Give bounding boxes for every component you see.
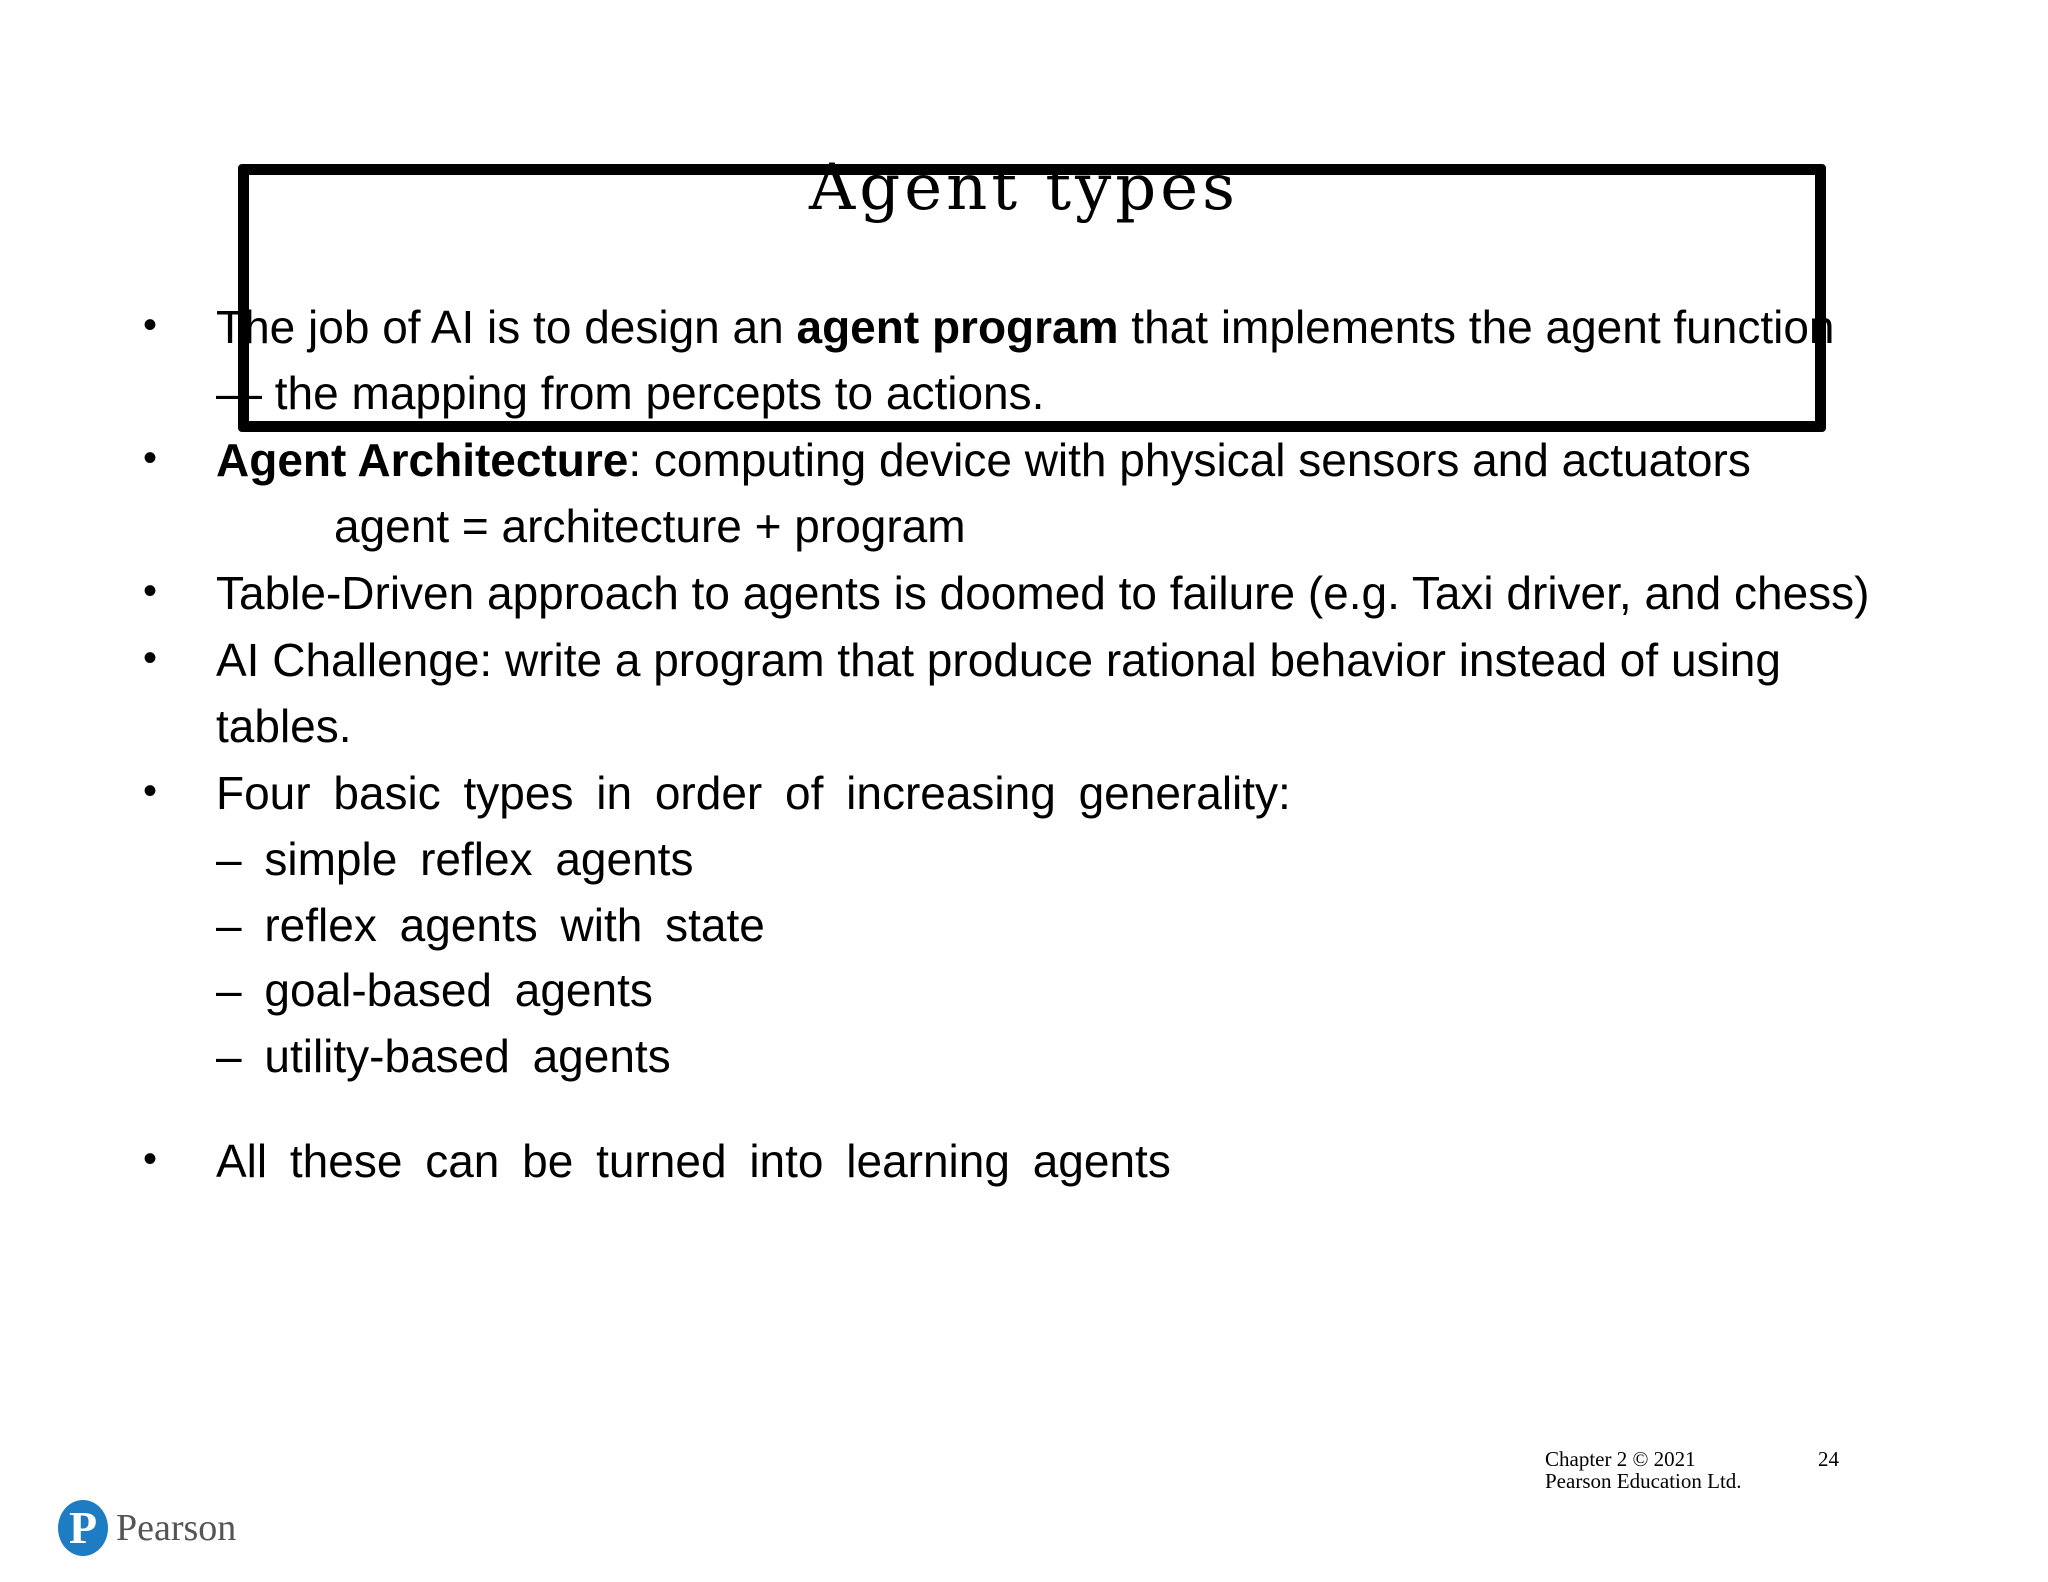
bullet-4-line-1: AI Challenge: write a program that produce rational behavior instead of using <box>216 634 1781 686</box>
bullet-1-bold-term: agent program <box>796 301 1119 353</box>
bullet-1-line-1 <box>216 301 1835 353</box>
bullet-6-text: All these can be turned into learning agents <box>216 1135 1171 1187</box>
bullet-2-line-1 <box>216 434 1751 486</box>
pearson-logo-text: Pearson <box>116 1507 237 1549</box>
bullet-marker: • <box>143 303 158 347</box>
bullet-4-line-2: tables. <box>216 700 352 752</box>
slide-title: Agent types <box>809 151 1239 225</box>
bullet-1-text-pre: The job of AI is to design an <box>216 301 797 353</box>
bullet-2-bold-term: Agent Architecture <box>216 434 629 486</box>
sub-item-utility-based: – utility-based agents <box>216 1030 671 1082</box>
page-number: 24 <box>1818 1447 1839 1471</box>
bullet-3-text: Table-Driven approach to agents is doomed to failure (e.g. Taxi driver, and chess) <box>216 567 1870 619</box>
sub-item-reflex-with-state: – reflex agents with state <box>216 899 765 951</box>
bullet-marker: • <box>143 1137 158 1181</box>
footer-chapter: Chapter 2 © 2021 <box>1545 1447 1696 1471</box>
bullet-5-text: Four basic types in order of increasing generality: <box>216 767 1291 819</box>
bullet-marker: • <box>143 569 158 613</box>
bullet-1-line-2: — the mapping from percepts to actions. <box>216 367 1045 419</box>
pearson-logo <box>58 1500 236 1556</box>
bullet-2-formula: agent = architecture + program <box>334 500 966 552</box>
sub-item-goal-based: – goal-based agents <box>216 964 653 1016</box>
footer-publisher: Pearson Education Ltd. <box>1545 1469 1742 1493</box>
bullet-2-text-post: : computing device with physical sensors and actuators <box>628 434 1751 486</box>
bullet-marker: • <box>143 769 158 813</box>
bullet-marker: • <box>143 636 158 680</box>
sub-item-simple-reflex: – simple reflex agents <box>216 833 694 885</box>
pearson-logo-icon: P <box>58 1500 108 1556</box>
bullet-marker: • <box>143 436 158 480</box>
bullet-1-text-post: that implements the agent function <box>1118 301 1835 353</box>
